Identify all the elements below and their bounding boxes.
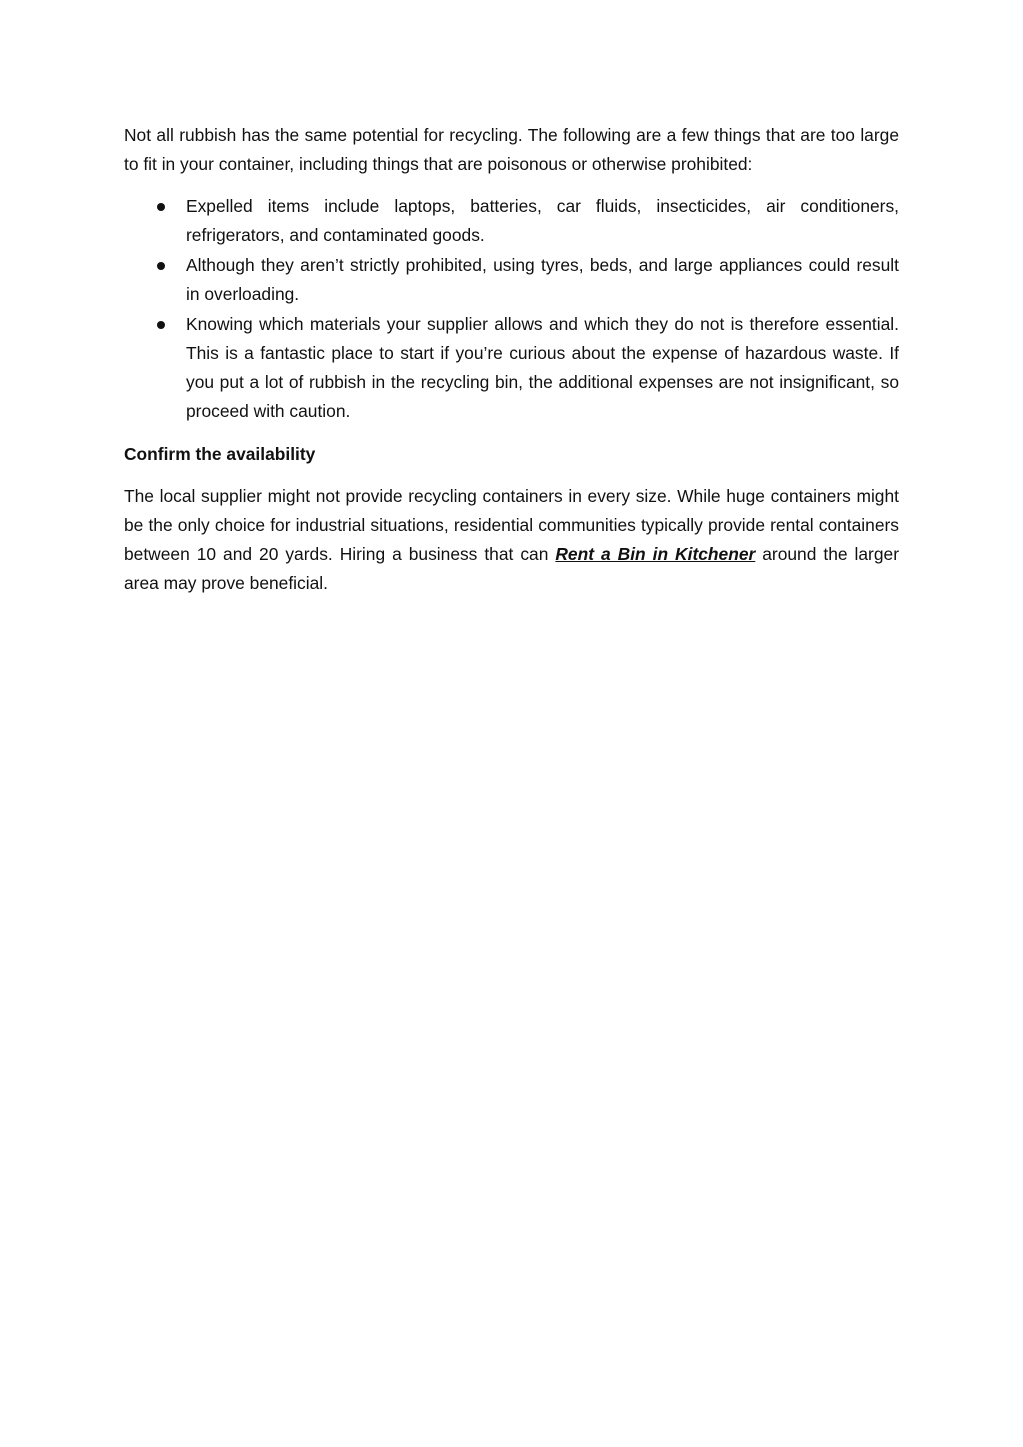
list-item-text: Knowing which materials your supplier allows and which they do not is therefore essential. This is a fantastic place to start if you’re curious about the expense of hazardous waste. If you put a lot of rubbish in the recycling bin, the additional expenses are not insignificant, so proceed with caution.	[186, 314, 899, 421]
bullet-icon	[157, 262, 165, 270]
availability-text-after-link: around the larger area may prove beneficial.	[124, 544, 899, 593]
availability-paragraph	[124, 482, 899, 598]
bullet-icon	[157, 203, 165, 211]
list-item	[124, 310, 899, 426]
list-item-text: Expelled items include laptops, batteries, car fluids, insecticides, air conditioners, refrigerators, and contaminated goods.	[186, 196, 899, 245]
intro-paragraph: Not all rubbish has the same potential for recycling. The following are a few things that are too large to fit in your container, including things that are poisonous or otherwise prohibited:	[124, 125, 899, 174]
prohibited-items-list	[124, 192, 899, 426]
document-page	[124, 121, 899, 598]
section-heading: Confirm the availability	[124, 444, 316, 464]
rent-a-bin-link[interactable]: Rent a Bin in Kitchener	[555, 544, 756, 564]
bullet-icon	[157, 321, 165, 329]
availability-text-before-link: The local supplier might not provide recycling containers in every size. While huge containers might be the only choice for industrial situations, residential communities typically provide rental containers between 10 and 20 yards. Hiring a business that can	[124, 486, 899, 564]
list-item	[124, 251, 899, 309]
list-item-text: Although they aren’t strictly prohibited, using tyres, beds, and large appliances could result in overloading.	[186, 255, 899, 304]
list-item	[124, 192, 899, 250]
